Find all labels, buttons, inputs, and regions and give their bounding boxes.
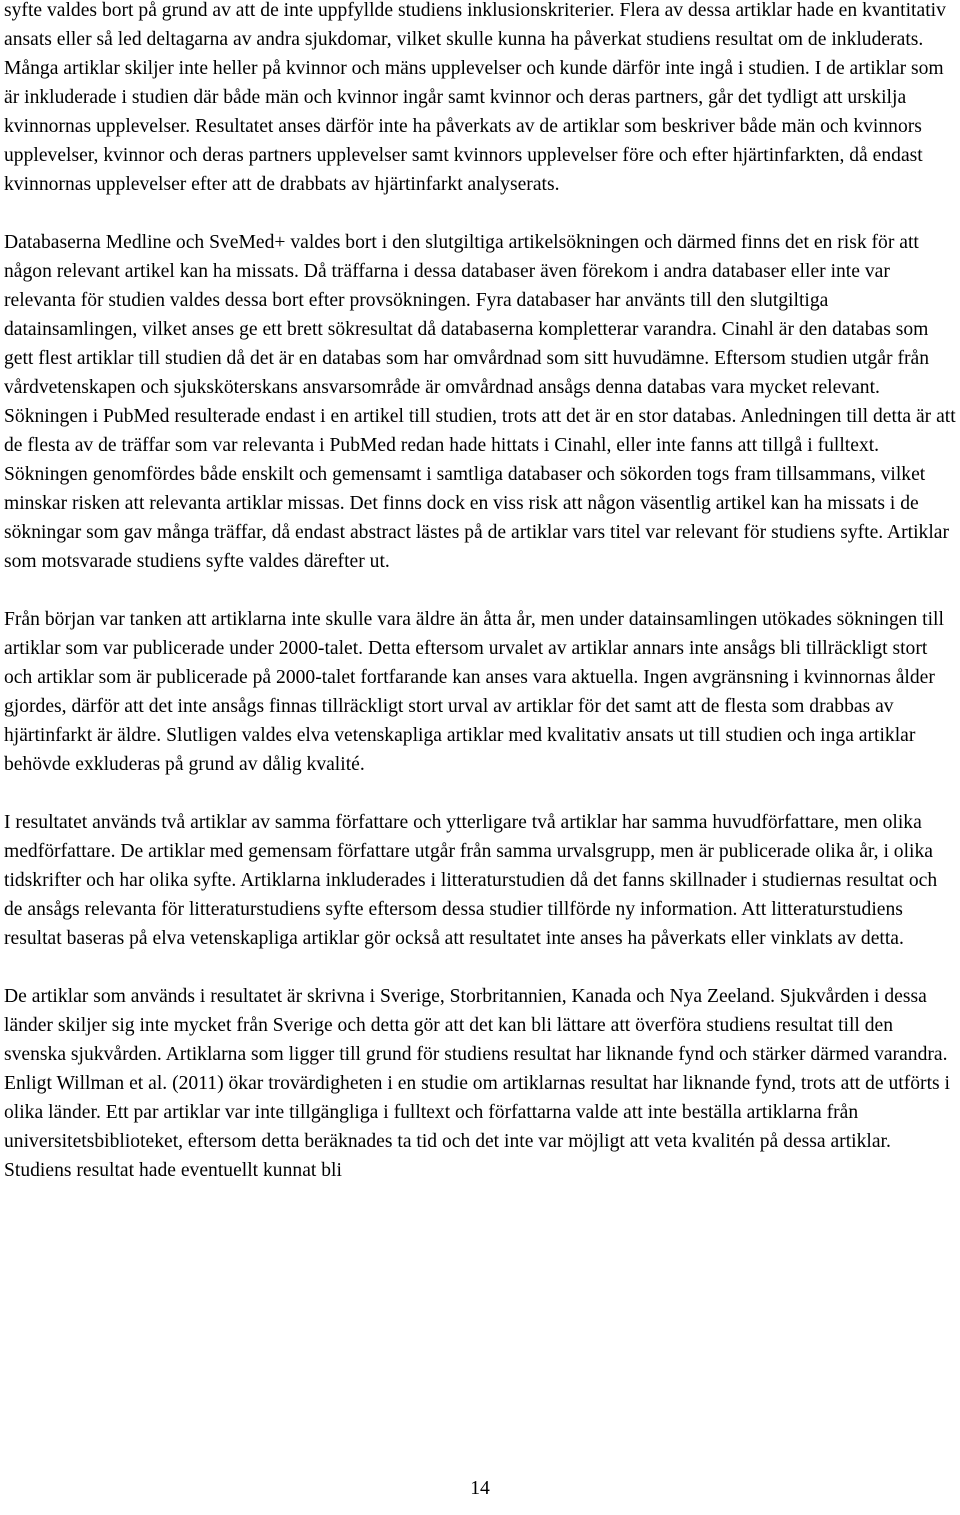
paragraph-3: Från början var tanken att artiklarna inte skulle vara äldre än åtta år, men under datainsamlingen utökades sökningen till artiklar som var publicerade under 2000-talet. Detta eftersom urvalet av artiklar annars inte ansågs bli tillräckligt stort och artiklar som är publicerade på 2000-talet fortfarande kan anses vara aktuella. Ingen avgränsning i kvinnornas ålder gjordes, därför att det inte ansågs finnas tillräckligt stort urval av artiklar för det samt att de flesta som drabbas av hjärtinfarkt är äldre. Slutligen valdes elva vetenskapliga artiklar med kvalitativ ansats ut till studien och inga artiklar behövde exkluderas på grund av dålig kvalité.: [4, 609, 944, 775]
paragraph-5: De artiklar som används i resultatet är skrivna i Sverige, Storbritannien, Kanada och Nya Zeeland. Sjukvården i dessa länder skiljer sig inte mycket från Sverige och detta gör att det kan bli lättare att överföra studiens resultat till den svenska sjukvården. Artiklarna som ligger till grund för studiens resultat har liknande fynd och stärker därmed varandra. Enligt Willman et al. (2011) ökar trovärdigheten i en studie om artiklarnas resultat har liknande fynd, trots att de utförts i olika länder. Ett par artiklar var inte tillgängliga i fulltext och författarna valde att inte beställa artiklarna från universitetsbiblioteket, eftersom detta beräknades ta tid och det inte var möjligt att veta kvalitén på dessa artiklar. Studiens resultat hade eventuellt kunnat bli: [4, 986, 950, 1181]
document-page: [4, 0, 956, 1214]
paragraph-2: Databaserna Medline och SveMed+ valdes bort i den slutgiltiga artikelsökningen och därmed finns det en risk för att någon relevant artikel kan ha missats. Då träffarna i dessa databaser även förekom i andra databaser eller inte var relevanta för studien valdes dessa bort efter provsökningen. Fyra databaser har använts till den slutgiltiga datainsamlingen, vilket anses ge ett brett sökresultat då databaserna kompletterar varandra. Cinahl är den databas som gett flest artiklar till studien då det är en databas som har omvårdnad som sitt huvudämne. Eftersom studien utgår från vårdvetenskapen och sjuksköterskans ansvarsområde är omvårdnad ansågs denna databas vara mycket relevant. Sökningen i PubMed resulterade endast i en artikel till studien, trots att det är en stor databas. Anledningen till detta är att de flesta av de träffar som var relevanta i PubMed redan hade hittats i Cinahl, eller inte fanns att tillgå i fulltext. Sökningen genomfördes både enskilt och gemensamt i samtliga databaser och sökorden togs fram tillsammans, vilket minskar risken att relevanta artiklar missas. Det finns dock en viss risk att någon väsentlig artikel kan ha missats i de sökningar som gav många träffar, då endast abstract lästes på de artiklar vars titel var relevant för studiens syfte. Artiklar som motsvarade studiens syfte valdes därefter ut.: [4, 232, 956, 572]
paragraph-4: I resultatet används två artiklar av samma författare och ytterligare två artiklar har samma huvudförfattare, men olika medförfattare. De artiklar med gemensam författare utgår från samma urvalsgrupp, men är publicerade olika år, i olika tidskrifter och har olika syfte. Artiklarna inkluderades i litteraturstudien då det fanns skillnader i studiernas resultat och de ansågs relevanta för litteraturstudiens syfte eftersom dessa studier tillförde ny information. Att litteraturstudiens resultat baseras på elva vetenskapliga artiklar gör också att resultatet inte anses ha påverkats eller vinklats av detta.: [4, 812, 938, 949]
paragraph-1: syfte valdes bort på grund av att de inte uppfyllde studiens inklusionskriterier. Flera av dessa artiklar hade en kvantitativ ansats eller så led deltagarna av andra sjukdomar, vilket skulle kunna ha påverkat studiens resultat om de inkluderats. Många artiklar skiljer inte heller på kvinnor och mäns upplevelser och kunde därför inte ingå i studien. I de artiklar som är inkluderade i studien där både män och kvinnor ingår samt kvinnor och deras partners, går det tydligt att urskilja kvinnornas upplevelser. Resultatet anses därför inte ha påverkats av de artiklar som beskriver både män och kvinnors upplevelser, kvinnor och deras partners upplevelser samt kvinnors upplevelser före och efter hjärtinfarkten, då endast kvinnornas upplevelser efter att de drabbats av hjärtinfarkt analyserats.: [4, 0, 946, 195]
page-number: 14: [470, 1478, 490, 1499]
